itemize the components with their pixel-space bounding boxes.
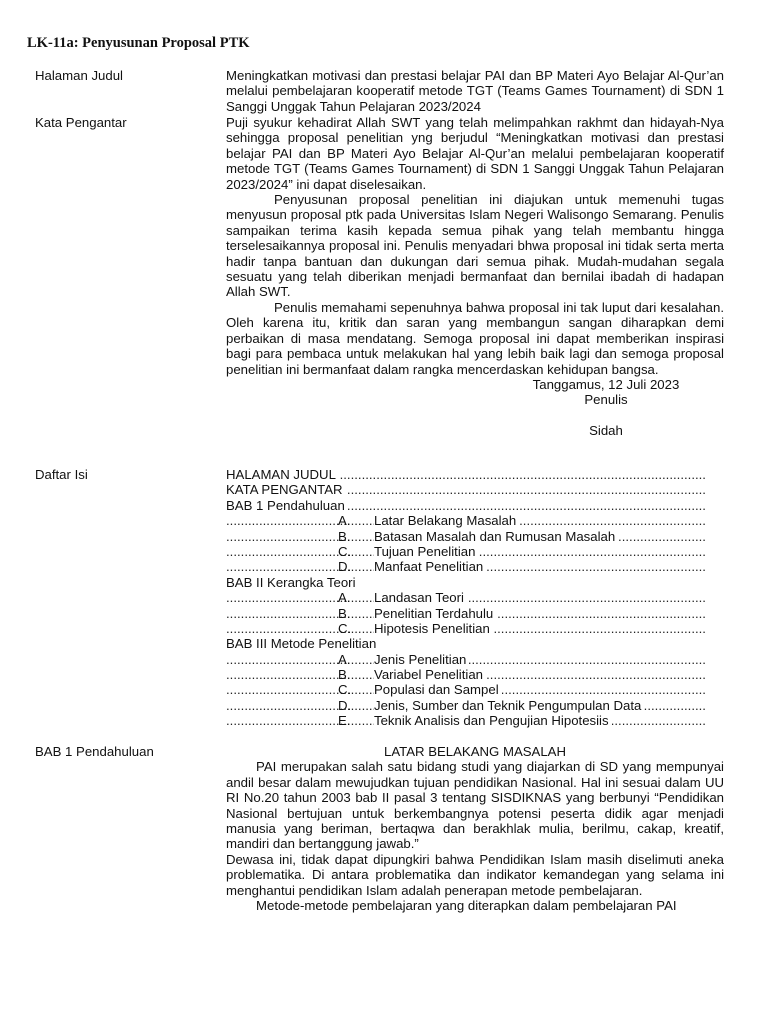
- toc-item-text: Manfaat Penelitian: [374, 559, 486, 574]
- toc-row: [226, 482, 724, 497]
- toc-row: [226, 575, 724, 590]
- table-of-contents: [226, 467, 724, 729]
- toc-item-text: Jenis, Sumber dan Teknik Pengumpulan Data: [374, 698, 644, 713]
- signature-place-date: Tanggamus, 12 Juli 2023: [532, 376, 680, 392]
- toc-item-letter: B.: [338, 528, 351, 544]
- bab1-paragraph-3: Metode-metode pembelajaran yang diterapkan dalam pembelajaran PAI: [256, 898, 677, 914]
- toc-item-letter: A.: [338, 513, 351, 529]
- halaman-judul-label: Halaman Judul: [35, 68, 123, 83]
- toc-item-letter: E.: [338, 713, 351, 729]
- toc-row: [226, 621, 724, 636]
- bab1-label: BAB 1 Pendahuluan: [35, 744, 154, 759]
- signature-role: Penulis: [584, 392, 628, 408]
- toc-item-letter: D.: [338, 697, 352, 713]
- kata-pengantar-paragraph-2: Penyusunan proposal penelitian ini diajukan untuk memenuhi tugas menyusun proposal ptk pada Universitas Islam Negeri Walisongo Semarang. Penulis sampaikan terima kasih kepada semua pihak yang telah membantu hingga terselesaikannya proposal ini. Penulis menyadari bhwa proposal ini tidak serta merta hadir tanpa bantuan dan dukungan dari semua pihak. Mudah-mudahan segala sesuatu yang telah diberikan menjadi bermanfaat dan bernilai ibadah di hadapan Allah SWT.: [226, 192, 724, 300]
- toc-item-text: Penelitian Terdahulu: [374, 606, 496, 621]
- toc-item-text: Batasan Masalah dan Rumusan Masalah: [374, 529, 618, 544]
- toc-row: [226, 498, 724, 513]
- toc-item-text: Populasi dan Sampel: [374, 682, 502, 697]
- toc-item-text: KATA PENGANTAR: [226, 482, 346, 497]
- toc-item-letter: A.: [338, 590, 351, 606]
- toc-row: [226, 513, 724, 528]
- toc-row: [226, 590, 724, 605]
- toc-item-letter: C.: [338, 682, 352, 698]
- toc-item-letter: B.: [338, 605, 351, 621]
- toc-row: [226, 667, 724, 682]
- daftar-isi-label: Daftar Isi: [35, 467, 88, 482]
- kata-pengantar-paragraph-3: Penulis memahami sepenuhnya bahwa proposal ini tak luput dari kesalahan. Oleh karena itu, kritik dan saran yang membangun sangan diharapkan demi perbaikan di masa mendatang. Semoga proposal ini dapat memberikan inspirasi bagi para pembaca untuk melakukan hal yang lebih baik lagi dan semoga proposal penelitian ini bermanfaat dalam rangka mencerdaskan kehidupan bangsa.: [226, 299, 724, 377]
- bab1-paragraph-2: Dewasa ini, tidak dapat dipungkiri bahwa Pendidikan Islam masih diselimuti aneka problematika. Di antara problematika dan indikator kemandegan yang selama ini menghantui pendidikan Islam adalah penerapan metode pembelajaran.: [226, 851, 724, 898]
- toc-item-text: Hipotesis Penelitian: [374, 621, 493, 636]
- toc-item-letter: A.: [338, 651, 351, 667]
- toc-item-text: BAB 1 Pendahuluan: [226, 498, 348, 513]
- signature-block: [506, 377, 706, 439]
- toc-item-text: BAB III Metode Penelitian: [226, 636, 379, 651]
- toc-item-text: HALAMAN JUDUL: [226, 467, 339, 482]
- toc-item-text: Tujuan Penelitian: [374, 544, 478, 559]
- toc-row: [226, 682, 724, 697]
- toc-item-letter: D.: [338, 559, 352, 575]
- halaman-judul-section: [226, 68, 724, 114]
- toc-row: [226, 698, 724, 713]
- toc-row: [226, 713, 724, 728]
- toc-row: [226, 467, 724, 482]
- toc-row: [226, 636, 724, 651]
- toc-row: [226, 559, 724, 574]
- toc-row: [226, 544, 724, 559]
- document-title: LK-11a: Penyusunan Proposal PTK: [27, 35, 250, 51]
- signature-name: Sidah: [589, 423, 623, 439]
- toc-row: [226, 529, 724, 544]
- bab1-heading: LATAR BELAKANG MASALAH: [384, 744, 566, 759]
- bab1-paragraph-1: PAI merupakan salah satu bidang studi yang diajarkan di SD yang mempunyai andil besar dalam mewujudkan tujuan pendidikan Nasional. Hal ini sesuai dalam UU RI No.20 tahun 2003 bab II pasal 3 tentang SISDIKNAS yang berbunyi “Pendidikan Nasional bertujuan untuk berkembangnya potensi peserta didik agar menjadi manusia yang beriman, bertaqwa dan berakhlak mulia, berilmu, cakap, kreatif, mandiri dan bertanggung jawab.”: [226, 759, 724, 852]
- toc-item-text: Variabel Penelitian: [374, 667, 486, 682]
- bab1-section: [226, 744, 724, 913]
- toc-item-text: BAB II Kerangka Teori: [226, 575, 359, 590]
- toc-item-text: Teknik Analisis dan Pengujian Hipotesiis: [374, 713, 612, 728]
- toc-item-letter: C.: [338, 543, 352, 559]
- toc-item-text: Latar Belakang Masalah: [374, 513, 519, 528]
- halaman-judul-text: Meningkatkan motivasi dan prestasi belajar PAI dan BP Materi Ayo Belajar Al-Qur’an melalui pembelajaran kooperatif metode TGT (Teams Games Tournament) di SDN 1 Sanggi Unggak Tahun Pelajaran 2023/2024: [226, 68, 724, 114]
- kata-pengantar-label: Kata Pengantar: [35, 115, 127, 130]
- toc-row: [226, 606, 724, 621]
- kata-pengantar-paragraph-1: Puji syukur kehadirat Allah SWT yang telah melimpahkan rakhmt dan hidayah-Nya sehingga proposal penelitian yng berjudul “Meningkatkan motivasi dan prestasi belajar PAI dan BP Materi Ayo Belajar Al-Qur’an melalui pembelajaran kooperatif metode TGT (Teams Games Tournament) di SDN 1 Sanggi Unggak Tahun Pelajaran 2023/2024” ini dapat diselesaikan.: [226, 115, 724, 192]
- toc-item-letter: C.: [338, 620, 352, 636]
- toc-item-text: Jenis Penelitian: [374, 652, 469, 667]
- kata-pengantar-section: [226, 115, 724, 439]
- toc-item-letter: B.: [338, 667, 351, 683]
- toc-item-text: Landasan Teori: [374, 590, 467, 605]
- toc-row: [226, 652, 724, 667]
